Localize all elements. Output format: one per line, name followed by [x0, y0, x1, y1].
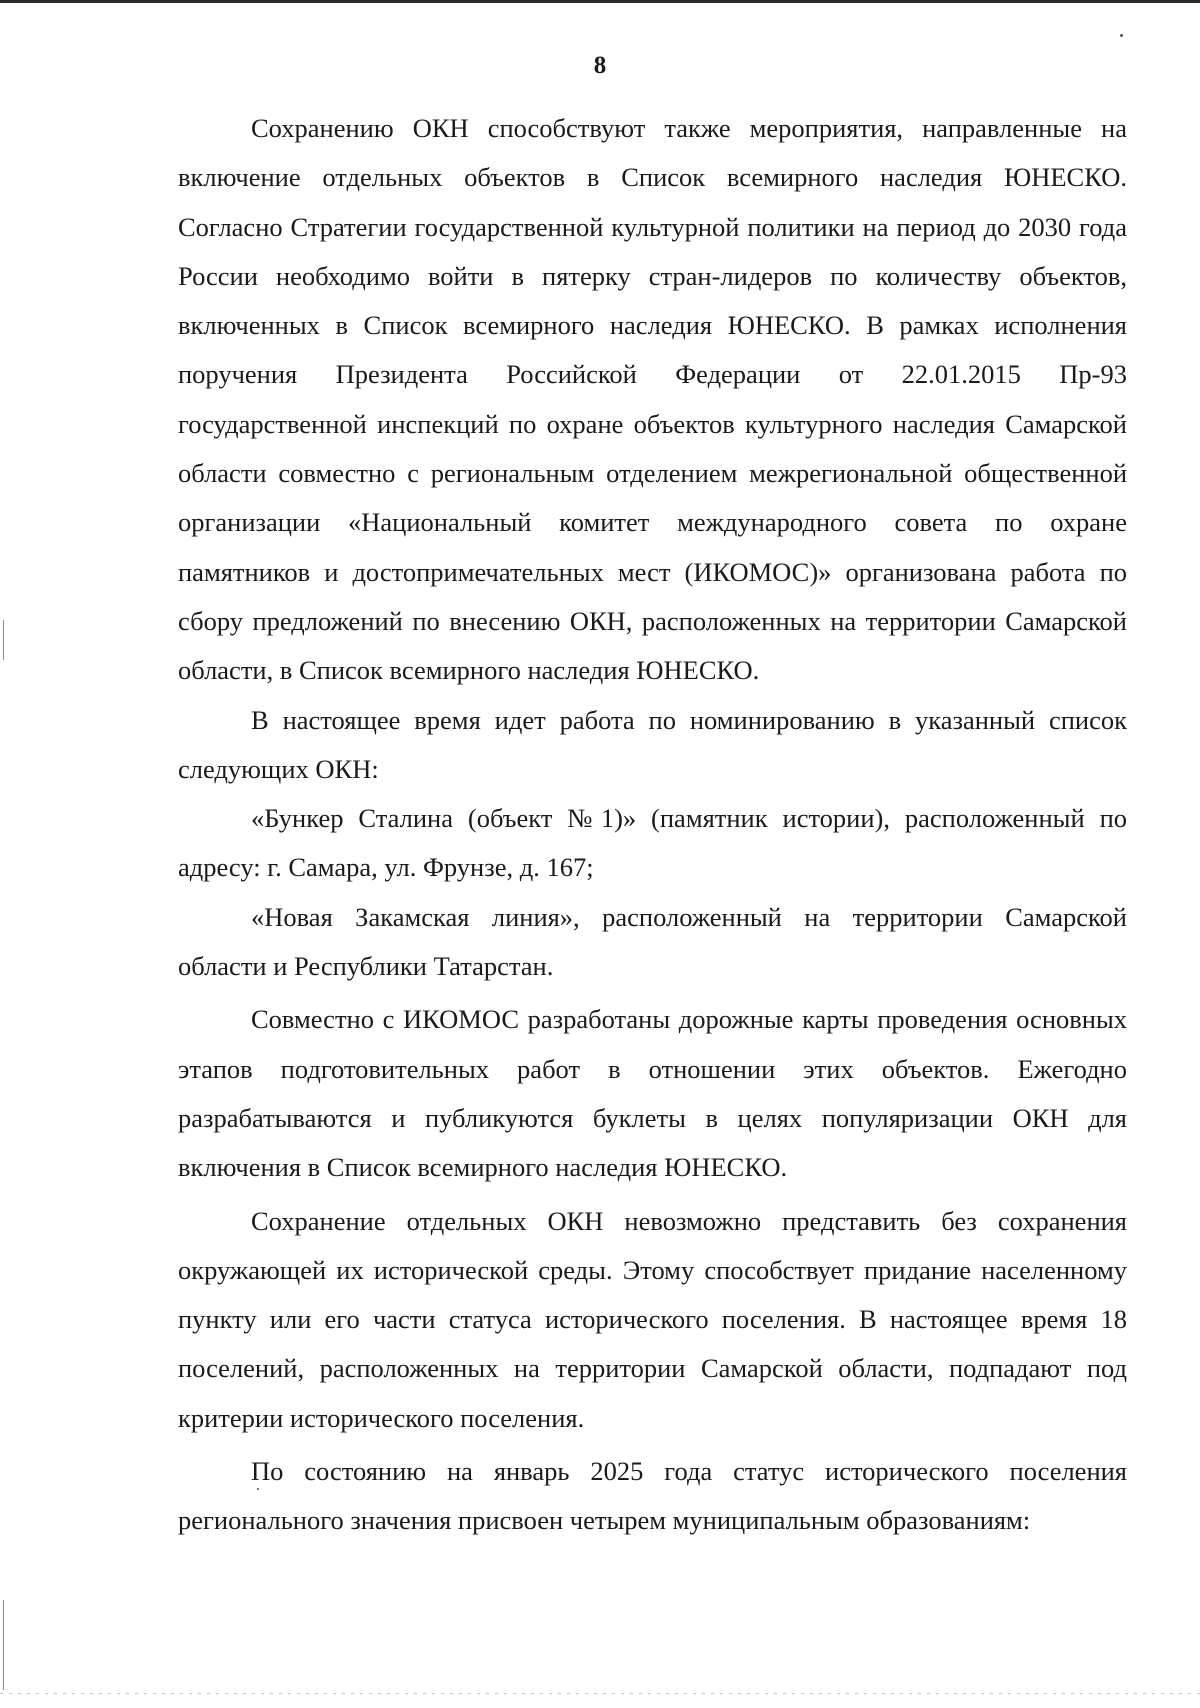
- page-number: 8: [593, 52, 607, 79]
- scan-speck: [257, 1488, 259, 1490]
- scan-edge-mark: [3, 620, 4, 660]
- paragraph-unesco-intro: Сохранению ОКН способствуют также мероприятия, направленные на включение отдельных объектов в Список всемирного наследия ЮНЕСКО. Согласно Стратегии государственной культурной политики на период до 2030 года России необходимо войти в пятерку стран-лидеров по количеству объектов, включенных в Список всемирного наследия ЮНЕСКО. В рамках исполнения поручения Президента Российской Федерации от 22.01.2015 Пр-93 государственной инспекций по охране объектов культурного наследия Самарской области совместно с региональным отделением межрегиональной общественной организации «Национальный комитет международного совета по охране памятников и достопримечательных мест (ИКОМОС)» организована работа по сбору предложений по внесению ОКН, расположенных на территории Самарской области, в Список всемирного наследия ЮНЕСКО.: [178, 113, 1127, 686]
- scan-edge-mark: [3, 1600, 4, 1690]
- paragraph-stalin-bunker: «Бункер Сталина (объект №1)» (памятник истории), расположенный по адресу: г. Самара, ул. Фрунзе, д. 167;: [178, 803, 1127, 883]
- scan-speck: [1120, 34, 1123, 37]
- paragraph-nomination: В настоящее время идет работа по номинированию в указанный список следующих ОКН:: [178, 704, 1127, 784]
- paragraph-historic-settlements: Сохранение отдельных ОКН невозможно представить без сохранения окружающей их исторической среды. Этому способствует придание населенному пункту или его части статуса исторического поселения. В настоящее время 18 поселений, расположенных на территории Самарской области, подпадают под критерии исторического поселения.: [178, 1205, 1127, 1433]
- paragraph-status-2025: По состоянию на январь 2025 года статус исторического поселения регионального значения присвоен четырем муниципальным образованиям:: [178, 1456, 1127, 1536]
- document-body: [178, 104, 1127, 1546]
- paragraph-icomos-roadmaps: Совместно с ИКОМОС разработаны дорожные карты проведения основных этапов подготовительных работ в отношении этих объектов. Ежегодно разрабатываются и публикуются буклеты в целях популяризации ОКН для включения в Список всемирного наследия ЮНЕСКО.: [178, 1004, 1127, 1183]
- top-border-line: [0, 0, 1200, 3]
- paragraph-zakamsk-line: «Новая Закамская линия», расположенный на территории Самарской области и Республики Татарстан.: [178, 901, 1127, 982]
- scan-bottom-noise: [0, 1693, 1200, 1694]
